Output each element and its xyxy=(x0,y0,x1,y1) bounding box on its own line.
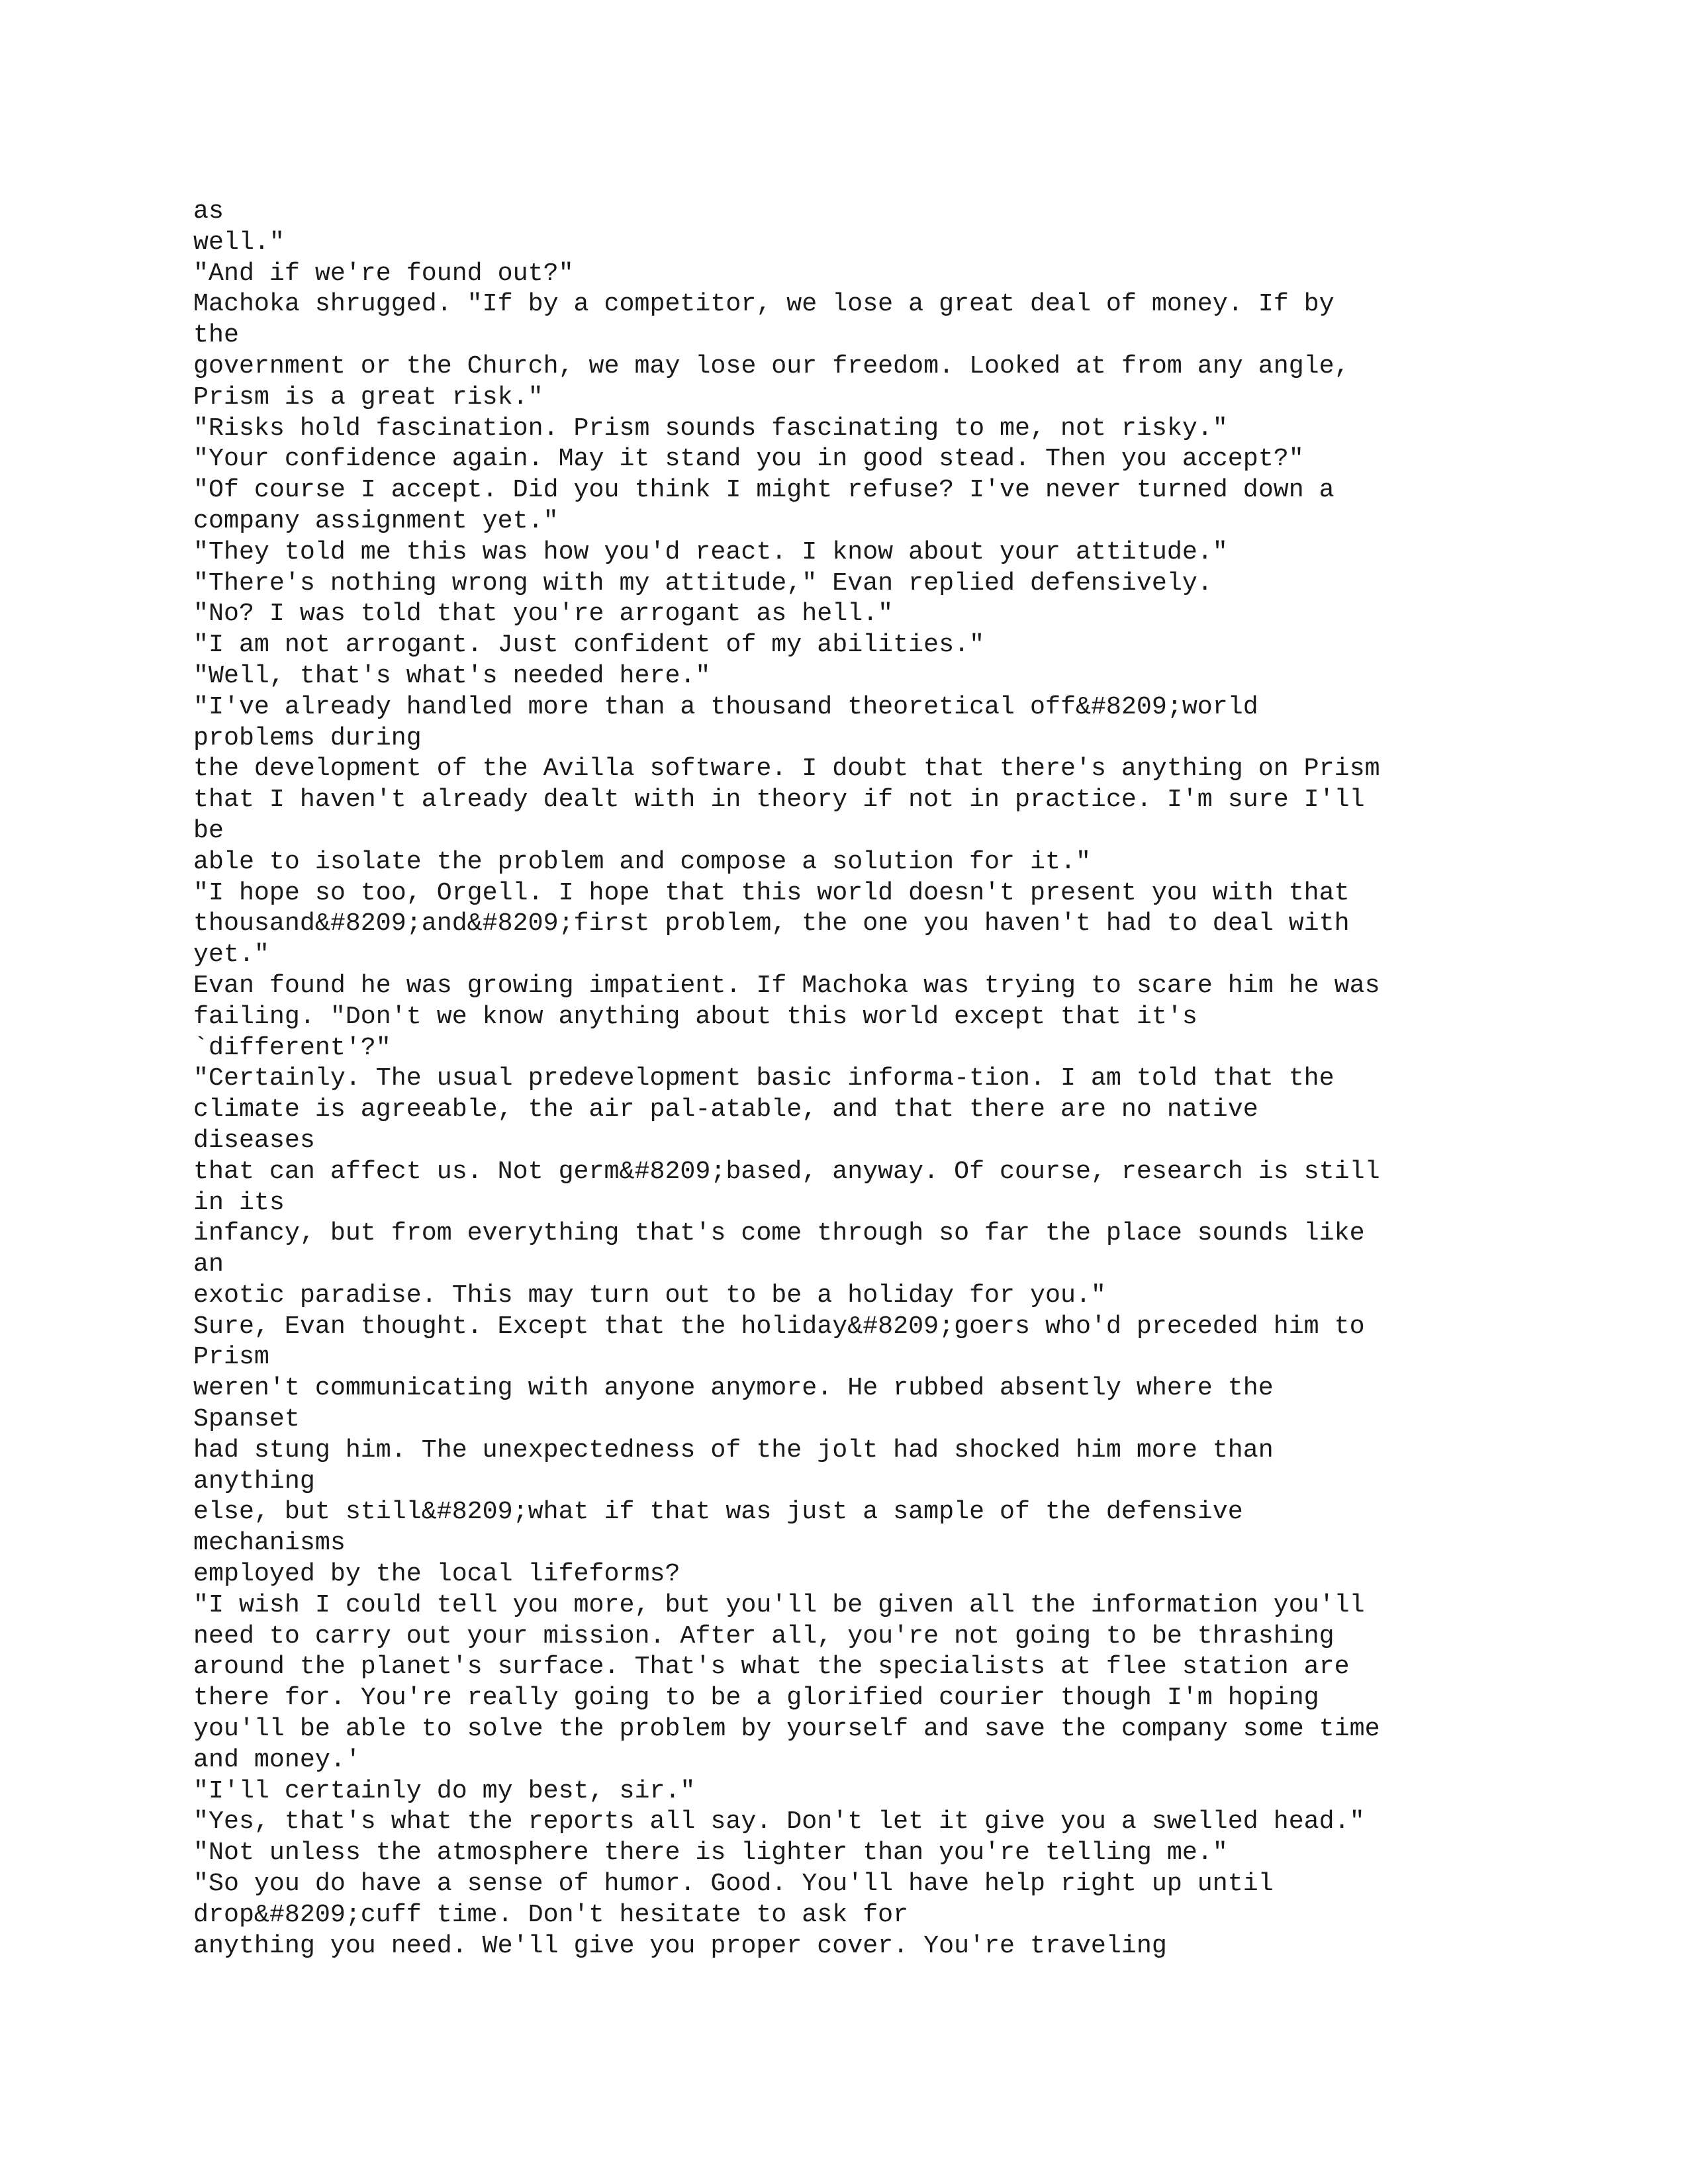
text-line: "I'll certainly do my best, sir." xyxy=(193,1776,696,1805)
text-line: yet." xyxy=(193,940,269,970)
text-line: and money.' xyxy=(193,1745,361,1774)
text-line: "I hope so too, Orgell. I hope that this world doesn't present you with that xyxy=(193,878,1350,907)
text-line: Sure, Evan thought. Except that the holiday&#8209;goers who'd preceded him to xyxy=(193,1311,1365,1341)
body-text xyxy=(193,196,1517,1992)
text-line: "No? I was told that you're arrogant as hell." xyxy=(193,599,894,629)
text-line: need to carry out your mission. After all, you're not going to be thrashing xyxy=(193,1621,1335,1651)
text-line: you'll be able to solve the problem by yourself and save the company some time xyxy=(193,1714,1380,1744)
text-line: "I wish I could tell you more, but you'll be given all the information you'll xyxy=(193,1590,1365,1619)
text-line: "Yes, that's what the reports all say. Don't let it give you a swelled head." xyxy=(193,1807,1365,1837)
text-line: `different'?" xyxy=(193,1032,391,1062)
text-line: "Well, that's what's needed here." xyxy=(193,660,711,690)
text-line: infancy, but from everything that's come through so far the place sounds like xyxy=(193,1218,1365,1248)
text-line: the development of the Avilla software. I doubt that there's anything on Prism xyxy=(193,754,1380,784)
text-line: mechanisms xyxy=(193,1528,346,1558)
text-line: "Certainly. The usual predevelopment basic informa-tion. I am told that the xyxy=(193,1064,1335,1093)
text-line: exotic paradise. This may turn out to be a holiday for you." xyxy=(193,1280,1106,1310)
text-line: "I've already handled more than a thousand theoretical off&#8209;world xyxy=(193,692,1258,721)
text-line: Prism is a great risk." xyxy=(193,382,543,412)
text-line: government or the Church, we may lose our freedom. Looked at from any angle, xyxy=(193,351,1350,381)
text-line: thousand&#8209;and&#8209;first problem, the one you haven't had to deal with xyxy=(193,909,1350,938)
text-line: Prism xyxy=(193,1342,269,1372)
text-line: able to isolate the problem and compose a solution for it." xyxy=(193,846,1091,876)
text-line: "I am not arrogant. Just confident of my abilities." xyxy=(193,630,985,660)
text-line: Spanset xyxy=(193,1404,300,1434)
text-line: well." xyxy=(193,227,285,257)
text-line: Machoka shrugged. "If by a competitor, we lose a great deal of money. If by xyxy=(193,289,1335,319)
text-line: diseases xyxy=(193,1125,315,1155)
text-line: Evan found he was growing impatient. If Machoka was trying to scare him he was xyxy=(193,970,1380,1000)
text-line: "Not unless the atmosphere there is lighter than you're telling me." xyxy=(193,1838,1228,1868)
text-line: "Of course I accept. Did you think I might refuse? I've never turned down a xyxy=(193,475,1335,505)
text-line: failing. "Don't we know anything about this world except that it's xyxy=(193,1001,1197,1031)
text-line: that can affect us. Not germ&#8209;based, anyway. Of course, research is still xyxy=(193,1156,1380,1186)
text-line: company assignment yet." xyxy=(193,506,559,535)
text-line: anything xyxy=(193,1466,315,1496)
text-line: that I haven't already dealt with in theory if not in practice. I'm sure I'll xyxy=(193,785,1365,815)
text-line: employed by the local lifeforms? xyxy=(193,1559,680,1589)
text-line: else, but still&#8209;what if that was just a sample of the defensive xyxy=(193,1497,1243,1527)
text-line: "And if we're found out?" xyxy=(193,258,574,288)
text-line: had stung him. The unexpectedness of the jolt had shocked him more than xyxy=(193,1435,1274,1465)
text-line: weren't communicating with anyone anymore. He rubbed absently where the xyxy=(193,1373,1274,1403)
text-line: anything you need. We'll give you proper cover. You're traveling xyxy=(193,1931,1167,1960)
text-line: "They told me this was how you'd react. I know about your attitude." xyxy=(193,537,1228,567)
text-line: "Risks hold fascination. Prism sounds fascinating to me, not risky." xyxy=(193,413,1228,443)
text-line: there for. You're really going to be a glorified courier though I'm hoping xyxy=(193,1683,1319,1713)
text-line: be xyxy=(193,815,224,845)
text-line: in its xyxy=(193,1187,285,1217)
text-line: an xyxy=(193,1250,224,1279)
text-line: the xyxy=(193,320,239,350)
text-line: "There's nothing wrong with my attitude," Evan replied defensively. xyxy=(193,568,1213,598)
text-line: as xyxy=(193,197,224,226)
text-line: drop&#8209;cuff time. Don't hesitate to ask for xyxy=(193,1899,909,1929)
text-line: climate is agreeable, the air pal-atable, and that there are no native xyxy=(193,1095,1258,1124)
text-line: problems during xyxy=(193,723,422,752)
text-line: "So you do have a sense of humor. Good. You'll have help right up until xyxy=(193,1869,1274,1899)
text-line xyxy=(193,1961,1517,1992)
text-line: around the planet's surface. That's what the specialists at flee station are xyxy=(193,1652,1350,1682)
text-line: "Your confidence again. May it stand you in good stead. Then you accept?" xyxy=(193,444,1304,474)
